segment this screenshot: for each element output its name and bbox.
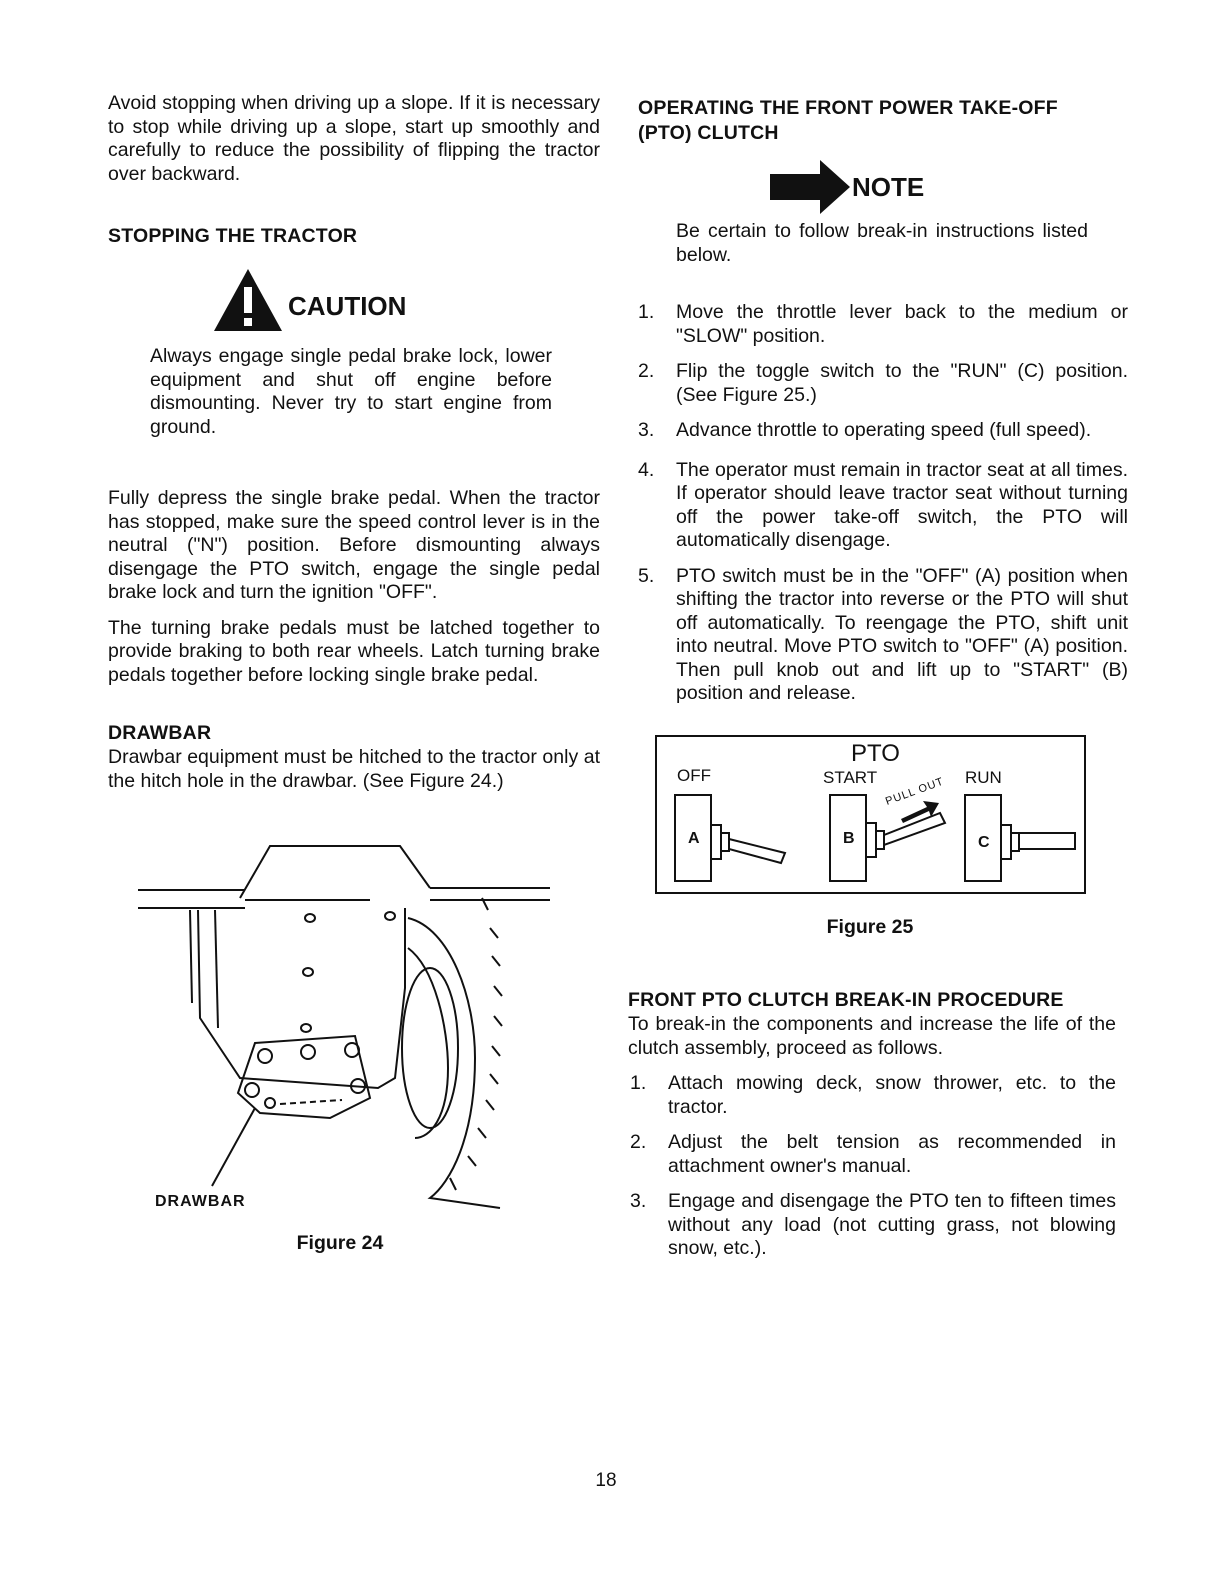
breakin-step: 1. Attach mowing deck, snow thrower, etc. to the tractor.: [630, 1072, 1116, 1118]
note-banner: [768, 160, 1128, 214]
off-label: OFF: [677, 766, 711, 785]
breakin-step: 2. Adjust the belt tension as recommended in attachment owner's manual.: [630, 1131, 1116, 1177]
note-label: NOTE: [852, 171, 925, 202]
caution-label: CAUTION: [288, 290, 407, 321]
switch-a-label: A: [688, 830, 700, 847]
pto-step: 4. The operator must remain in tractor seat at all times. If operator should leave tractor seat without turning off the power take-off switch, the PTO will automatically disengage.: [638, 458, 1128, 551]
stopping-paragraph-1: Fully depress the single brake pedal. When the tractor has stopped, make sure the speed control lever is in the neutral ("N") position. Before dismounting always disengage the PTO switch, engage the single pedal brake lock and turn the ignition "OFF".: [108, 487, 600, 603]
breakin-heading: FRONT PTO CLUTCH BREAK-IN PROCEDURE: [628, 989, 1064, 1011]
breakin-steps-list: [628, 1072, 1116, 1261]
run-label: RUN: [965, 768, 1002, 787]
breakin-section: [628, 988, 1116, 1261]
right-arrow-icon: [768, 160, 852, 214]
pto-step: 3. Advance throttle to operating speed (full speed).: [638, 419, 1092, 441]
slope-paragraph: Avoid stopping when driving up a slope. If it is necessary to stop while driving up a slope, start up smoothly and carefully to reduce the possibility of flipping the tractor over backward.: [108, 92, 600, 185]
drawbar-heading: DRAWBAR: [108, 722, 212, 744]
switch-b-label: B: [843, 830, 855, 847]
pto-step: 1. Move the throttle lever back to the medium or "SLOW" position.: [638, 301, 1128, 347]
figure-25-pto-switch-diagram: [655, 735, 1087, 897]
drawbar-paragraph: Drawbar equipment must be hitched to the tractor only at the hitch hole in the drawbar. (See Figure 24.): [108, 746, 600, 792]
warning-triangle-icon: [212, 267, 284, 333]
right-column: [628, 96, 1128, 706]
note-text: Be certain to follow break-in instructions listed below.: [676, 220, 1088, 266]
start-label: START: [823, 768, 878, 787]
stopping-paragraph-2: The turning brake pedals must be latched together to provide braking to both rear wheels. Latch turning brake pedals together before locking single brake pedal.: [108, 616, 600, 686]
breakin-intro: To break-in the components and increase the life of the clutch assembly, proceed as follows.: [628, 1013, 1116, 1059]
breakin-step: 3. Engage and disengage the PTO ten to fifteen times without any load (not cutting grass, not blowing snow, etc.).: [630, 1190, 1116, 1259]
figure-24-caption: Figure 24: [296, 1232, 384, 1254]
caution-banner: [212, 267, 600, 333]
pull-out-label: PULL OUT: [883, 775, 946, 808]
pto-step: 2. Flip the toggle switch to the "RUN" (C) position. (See Figure 25.): [638, 360, 1128, 406]
pto-heading-line-2: (PTO) CLUTCH: [638, 122, 779, 144]
caution-text: Always engage single pedal brake lock, lower equipment and shut off engine before dismounting. Never try to start engine from ground.: [150, 345, 552, 438]
figure-25-caption: Figure 25: [826, 916, 914, 938]
pto-step: 5. PTO switch must be in the "OFF" (A) position when shifting the tractor into reverse or the PTO will shut off automatically. To reengage the PTO, shift unit into neutral. Move PTO switch to "OFF" (A) position. Then pull knob out and lift up to "START" (B) position and release.: [638, 564, 1128, 704]
pto-title: PTO: [851, 740, 900, 767]
page-number: 18: [595, 1470, 617, 1491]
left-column: [108, 92, 600, 793]
switch-c-label: C: [978, 834, 990, 851]
stopping-heading: STOPPING THE TRACTOR: [108, 225, 358, 247]
pto-heading-line-1: OPERATING THE FRONT POWER TAKE-OFF: [638, 97, 1058, 119]
pto-steps-list: [628, 301, 1128, 706]
drawbar-callout-label: DRAWBAR: [155, 1193, 246, 1210]
figure-24-drawbar-illustration: [130, 838, 560, 1218]
